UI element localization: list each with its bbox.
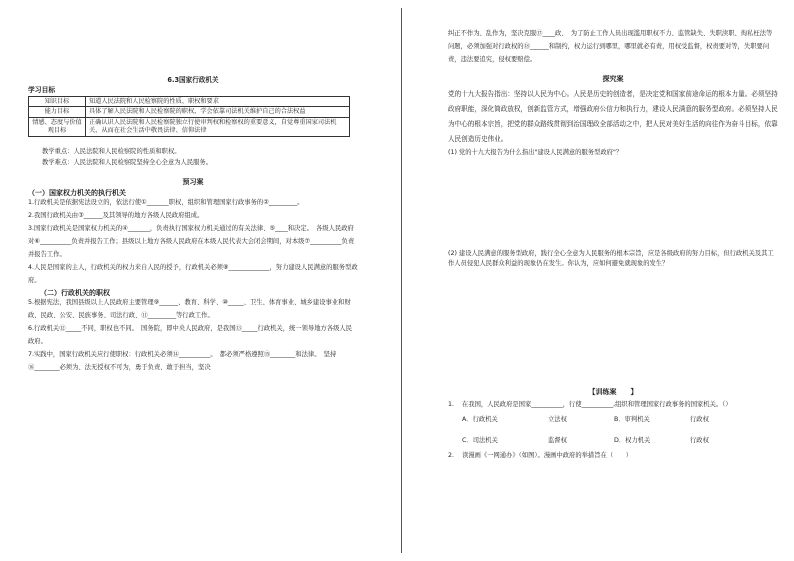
table-row (29, 107, 350, 118)
table-row (29, 96, 350, 107)
objectives-label: 学习目标 (28, 86, 56, 95)
option-c-value: 监督权 (548, 436, 567, 444)
option-d[interactable]: D．权力机关 (614, 436, 651, 444)
mcq-1 (448, 399, 778, 448)
explore-question-2: (2) 建设人民满意的服务型政府，践行全心全意为人民服务的根本宗旨，应是各级政府的努力目标，但行政机关及其工作人员侵犯人民群众利益的现象仍在发生。你认为，应如何避免就现象的发生？ (448, 249, 774, 268)
option-d-value: 行政权 (690, 436, 709, 444)
question-7: 7.实践中，国家行政机关应行使职权：行政机关必须⑭__________。 都必须严格遵照⑮________和法律。 坚持⑯________必须为、法无授权不可为，勇于负责、敢于担当，坚决 (28, 350, 337, 371)
mcq-stem: 在我国，人民政府是国家__________，行使__________,组织和管理国家行政事务的国家机关。（） (462, 400, 732, 408)
mcq-options (462, 414, 778, 448)
option-b[interactable]: B．审判机关 (614, 415, 650, 423)
question-5: 5.根据宪法，我国县级以上人民政府主要管理⑨______、教育、科学、⑩_____、卫生、体育事业、城乡建设事业和财政、民政、公安、民族事务、司法行政、⑪_________等行政工作。 (28, 299, 351, 320)
key-point: 教学重点：人民法院和人民检察院的性质和职权。 (42, 147, 181, 155)
objective-key: 知识目标 (29, 96, 86, 107)
preview-title: 预习案 (182, 177, 204, 186)
part2-title: （二）行政机关的职权 (40, 288, 110, 297)
question-1: 1.行政机关是依据宪法设立的，依法行使①_______职权，组织和管理国家行政事务的②_________。 (28, 199, 304, 207)
objectives-table (28, 96, 350, 137)
left-column (28, 76, 358, 375)
table-row (29, 118, 350, 137)
mcq-number: 1. (448, 400, 455, 408)
question-2: 2.我国行政机关由③______及其领导的地方各级人民政府组成。 (28, 212, 204, 220)
right-column (448, 28, 778, 462)
question-4: 4.人民是国家的主人，行政机关的权力来自人民的授予，行政机关必须⑧_____________，努力建设人民满意的服务型政府。 (28, 263, 358, 284)
lesson-title: 6.3国家行政机关 (167, 76, 219, 84)
option-a-value: 立法权 (548, 415, 567, 423)
practice-title: 【训练案 】 (588, 388, 638, 397)
mcq-number: 2. (448, 451, 455, 459)
mcq-stem: 读漫画《一网通办》（如图）。漫画中政府的举措旨在（ ） (462, 451, 633, 459)
objective-key: 能力目标 (29, 107, 86, 118)
column-divider (401, 8, 402, 553)
question-3: 3.国家行政机关是国家权力机关的④_______，负责执行国家权力机关通过的有关法律、⑤____和决定。 各级人民政府对⑥__________负责并报告工作；县级以上地方各级人民政府在本级人民代表大会闭会期间，对本级⑦__________负责并报告工作。 (28, 225, 355, 258)
objective-key: 情感、态度与价值观目标 (29, 118, 86, 137)
objective-text: 知道人民法院和人民检察院的性质、职权和要求 (86, 96, 350, 107)
objective-text: 正确认识人民法院和人民检察院独立行使审判权和检察权的重要意义，自觉尊重国家司法机关，从而在社会生活中敬畏法律、信仰法律 (86, 118, 350, 137)
mcq-2 (448, 450, 778, 463)
explore-title: 探究案 (602, 74, 624, 83)
option-c[interactable]: C．司法机关 (462, 436, 498, 444)
part1-title: （一）国家权力机关的执行机关 (28, 188, 126, 197)
option-b-value: 行政权 (690, 415, 709, 423)
objective-text: 具体了解人民法院和人民检察院的职权，学会依靠司法机关维护自己的合法权益 (86, 107, 350, 118)
explore-intro: 党的十九大报告指出：坚持以人民为中心。人民是历史的创造者，是决定党和国家前途命运的根本力量。必须坚持政府职能，深化简政放权，创新监管方式，增强政府公信力和执行力，建设人民满意的服务型政府。必须坚持人民为中心的根本宗旨，把党的群众路线贯彻到治国理政全部活动之中，把人民对美好生活的向往作为奋斗目标，依靠人民创造历史伟业。 (448, 90, 778, 143)
question-7-continued: 纠正不作为、乱作为，坚决克服⑰____政、 为了防止工作人员出现滥用职权不力、监管缺失、失职渎职、徇私枉法等问题，必须加强对行政权的⑱______和制约，权力运行到哪里，哪里就必有责，用权受监督，权责要对等，失职要问责，违法要追究，侵权要赔偿。 (448, 30, 773, 63)
explore-question-1: (1) 党的十九大报告为什么指出"建设人民满意的服务型政府"？ (448, 148, 623, 156)
option-a[interactable]: A．行政机关 (462, 415, 498, 423)
difficult-point: 教学难点：人民法院和人民检察院坚持全心全意为人民服务。 (42, 158, 213, 166)
question-6: 6.行政机关⑫_____不同，职权也不同。 国务院，即中央人民政府，是我国⑬_____行政机关，统一领导地方各级人民政府。 (28, 325, 352, 346)
